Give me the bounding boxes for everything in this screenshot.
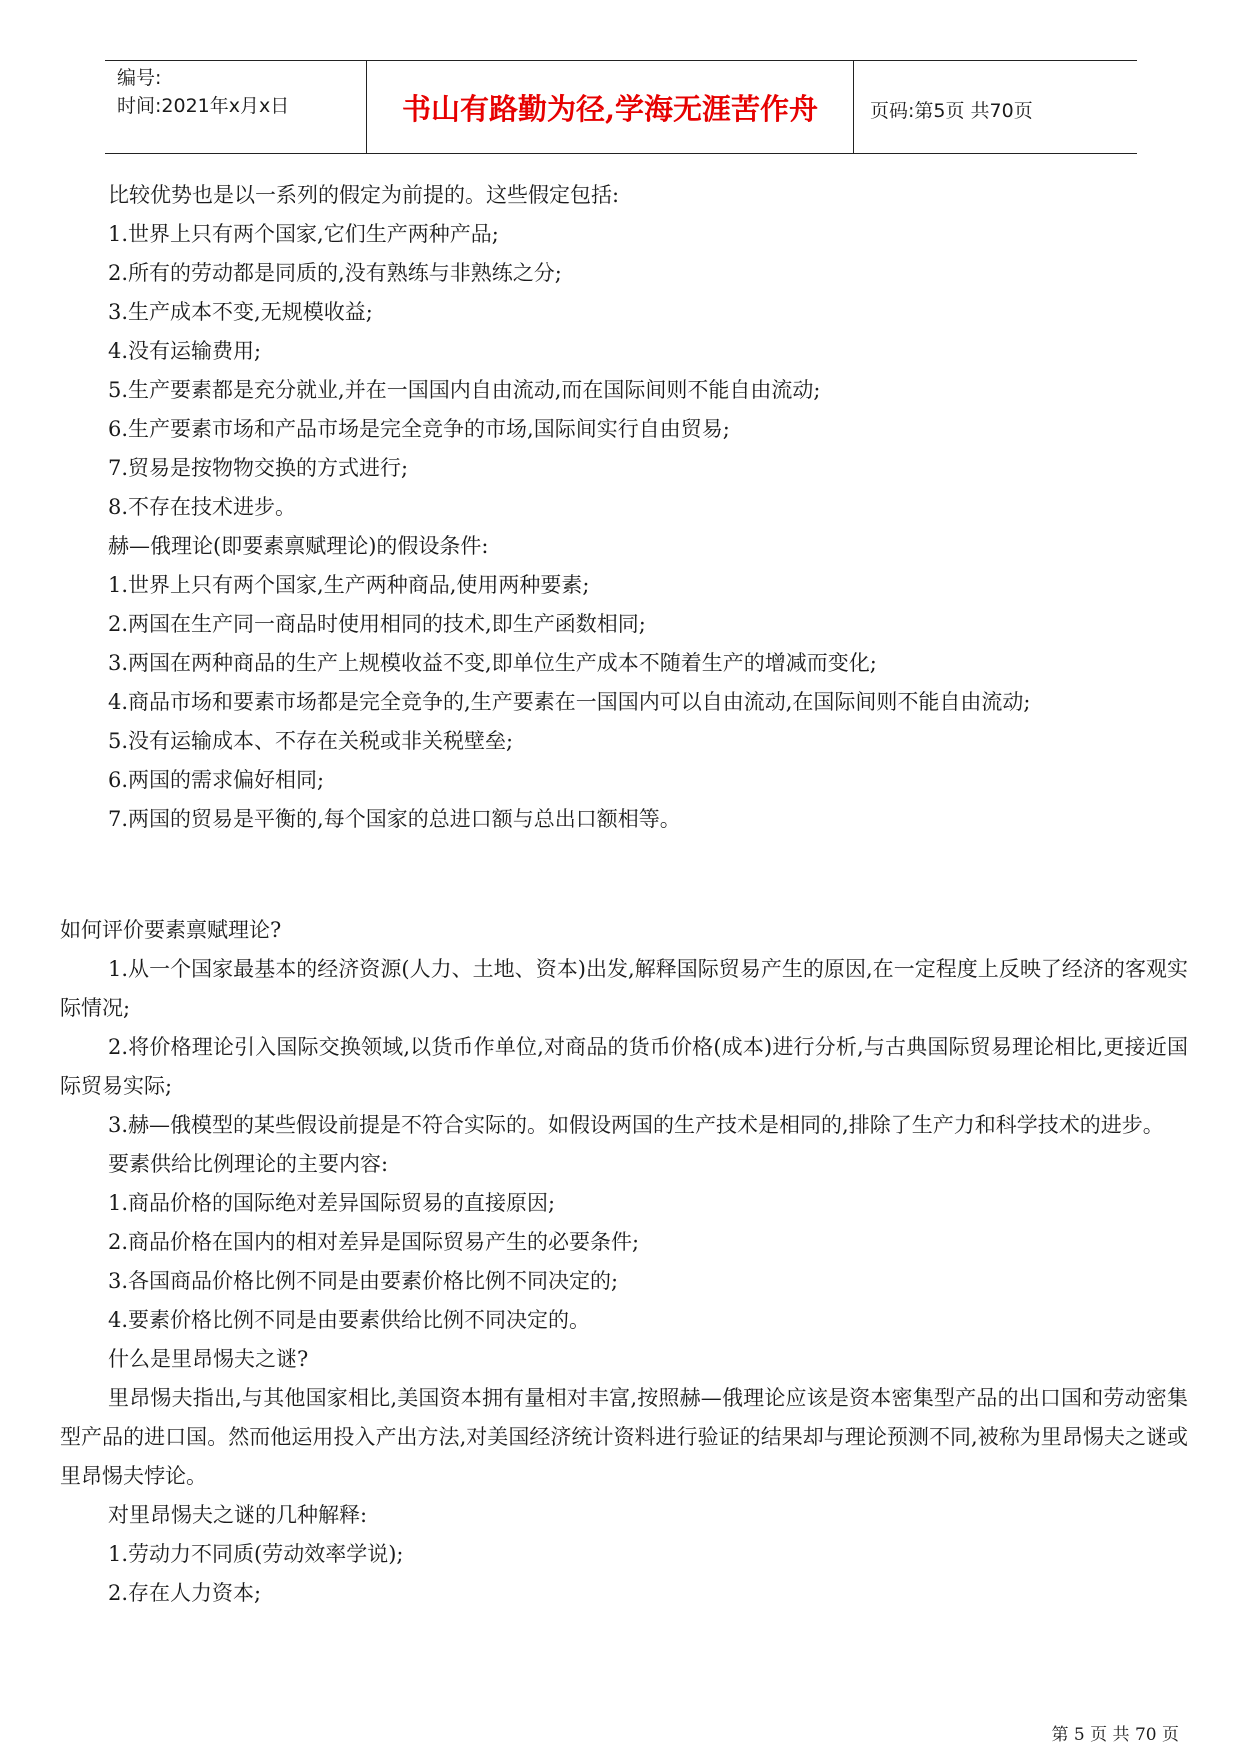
paragraph: 4.要素价格比例不同是由要素供给比例不同决定的。 bbox=[108, 1308, 591, 1332]
paragraph: 5.生产要素都是充分就业,并在一国国内自由流动,而在国际间则不能自由流动; bbox=[108, 378, 821, 402]
paragraph: 如何评价要素禀赋理论? bbox=[60, 918, 282, 942]
paragraph: 什么是里昂惕夫之谜? bbox=[108, 1347, 309, 1371]
header-motto: 书山有路勤为径,学海无涯苦作舟 bbox=[401, 92, 819, 126]
paragraph: 3.生产成本不变,无规模收益; bbox=[108, 300, 373, 324]
paragraph: 赫—俄理论(即要素禀赋理论)的假设条件: bbox=[108, 534, 489, 558]
paragraph: 2.所有的劳动都是同质的,没有熟练与非熟练之分; bbox=[108, 261, 562, 285]
paragraph: 1.劳动力不同质(劳动效率学说); bbox=[108, 1542, 404, 1566]
document-body bbox=[60, 176, 1188, 1613]
paragraph: 2.两国在生产同一商品时使用相同的技术,即生产函数相同; bbox=[108, 612, 646, 636]
paragraph: 要素供给比例理论的主要内容: bbox=[108, 1152, 389, 1176]
header-middle-cell bbox=[367, 61, 854, 153]
paragraph: 3.赫—俄模型的某些假设前提是不符合实际的。如假设两国的生产技术是相同的,排除了生产力和科学技术的进步。 bbox=[108, 1113, 1164, 1137]
document-number-label: 编号: bbox=[117, 67, 162, 89]
header-left-cell bbox=[105, 61, 367, 153]
document-time-label: 时间:2021年x月x日 bbox=[117, 95, 290, 117]
paragraph: 1.世界上只有两个国家,生产两种商品,使用两种要素; bbox=[108, 573, 590, 597]
paragraph: 7.两国的贸易是平衡的,每个国家的总进口额与总出口额相等。 bbox=[108, 807, 681, 831]
paragraph: 对里昂惕夫之谜的几种解释: bbox=[108, 1503, 368, 1527]
paragraph: 4.商品市场和要素市场都是完全竞争的,生产要素在一国国内可以自由流动,在国际间则不能自由流动; bbox=[108, 690, 1031, 714]
paragraph: 4.没有运输费用; bbox=[108, 339, 262, 363]
paragraph: 1.从一个国家最基本的经济资源(人力、土地、资本)出发,解释国际贸易产生的原因,在一定程度上反映了经济的客观实际情况; bbox=[60, 957, 1188, 1020]
header-right-cell bbox=[854, 61, 1137, 153]
paragraph: 6.生产要素市场和产品市场是完全竞争的市场,国际间实行自由贸易; bbox=[108, 417, 730, 441]
paragraph: 1.商品价格的国际绝对差异国际贸易的直接原因; bbox=[108, 1191, 556, 1215]
paragraph: 3.两国在两种商品的生产上规模收益不变,即单位生产成本不随着生产的增减而变化; bbox=[108, 651, 877, 675]
page-header bbox=[105, 60, 1137, 154]
paragraph: 2.存在人力资本; bbox=[108, 1581, 262, 1605]
paragraph: 1.世界上只有两个国家,它们生产两种产品; bbox=[108, 222, 499, 246]
page-footer: 第 5 页 共 70 页 bbox=[1051, 1725, 1179, 1745]
paragraph: 3.各国商品价格比例不同是由要素价格比例不同决定的; bbox=[108, 1269, 619, 1293]
header-page-info: 页码:第5页 共70页 bbox=[870, 100, 1033, 122]
paragraph: 2.商品价格在国内的相对差异是国际贸易产生的必要条件; bbox=[108, 1230, 640, 1254]
paragraph: 8.不存在技术进步。 bbox=[108, 495, 297, 519]
paragraph: 里昂惕夫指出,与其他国家相比,美国资本拥有量相对丰富,按照赫—俄理论应该是资本密集型产品的出口国和劳动密集型产品的进口国。然而他运用投入产出方法,对美国经济统计资料进行验证的结果却与理论预测不同,被称为里昂惕夫之谜或里昂惕夫悖论。 bbox=[60, 1386, 1188, 1488]
paragraph: 5.没有运输成本、不存在关税或非关税壁垒; bbox=[108, 729, 514, 753]
paragraph: 6.两国的需求偏好相同; bbox=[108, 768, 325, 792]
paragraph: 2.将价格理论引入国际交换领域,以货币作单位,对商品的货币价格(成本)进行分析,与古典国际贸易理论相比,更接近国际贸易实际; bbox=[60, 1035, 1188, 1098]
paragraph: 比较优势也是以一系列的假定为前提的。这些假定包括: bbox=[108, 183, 620, 207]
paragraph: 7.贸易是按物物交换的方式进行; bbox=[108, 456, 409, 480]
